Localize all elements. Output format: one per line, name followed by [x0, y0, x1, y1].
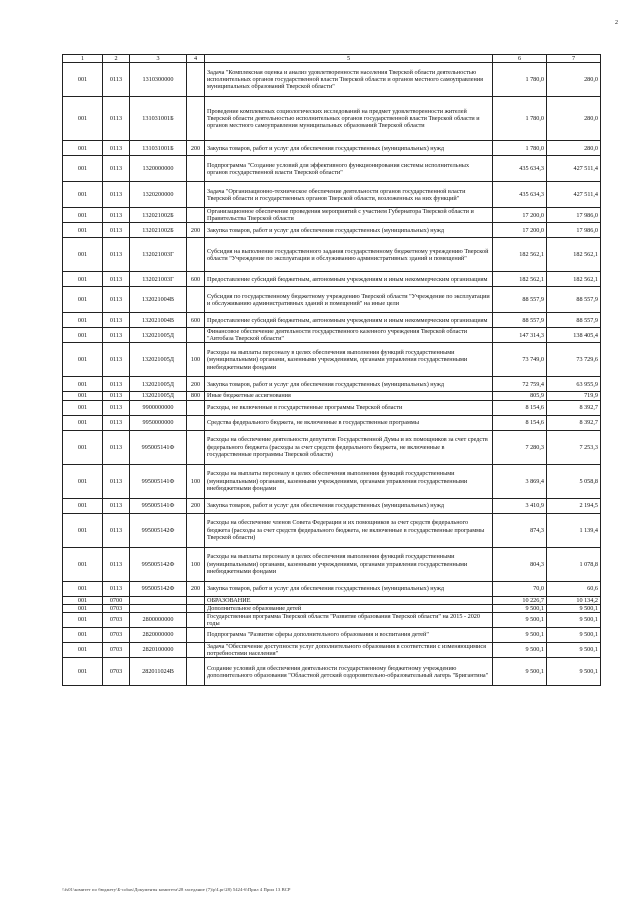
row-ministry-code: 001	[63, 612, 103, 627]
row-amount-year-2: 427 511,4	[547, 156, 601, 182]
row-amount-year-1: 10 226,7	[493, 596, 547, 604]
row-target-code: 132021005Д	[130, 392, 187, 400]
row-target-code: 131031001Б	[130, 97, 187, 141]
row-section-code: 0703	[103, 604, 130, 612]
row-section-code: 0113	[103, 313, 130, 328]
row-expense-type	[187, 63, 205, 97]
row-amount-year-2: 280,0	[547, 141, 601, 156]
row-ministry-code: 001	[63, 377, 103, 392]
row-description: Субсидия по государственному бюджетному учреждению Тверской области "Учреждение по эксплуатации и обслуживанию административных зданий и помещений" на иные цели	[205, 287, 493, 313]
table-row	[63, 400, 601, 415]
row-description: Расходы, не включенные в государственные программы Тверской области	[205, 400, 493, 415]
row-section-code: 0113	[103, 415, 130, 430]
col-header-1: 1	[63, 55, 103, 63]
table-row	[63, 328, 601, 343]
row-amount-year-2: 182 562,1	[547, 272, 601, 287]
row-amount-year-2: 88 557,9	[547, 287, 601, 313]
row-amount-year-2: 9 500,1	[547, 604, 601, 612]
row-amount-year-2: 182 562,1	[547, 238, 601, 272]
row-expense-type: 100	[187, 343, 205, 377]
row-section-code: 0113	[103, 272, 130, 287]
row-description: Закупка товаров, работ и услуг для обеспечения государственных (муниципальных) нужд	[205, 377, 493, 392]
row-amount-year-2: 63 955,9	[547, 377, 601, 392]
row-target-code: 995005141Ф	[130, 430, 187, 464]
col-header-2: 2	[103, 55, 130, 63]
row-ministry-code: 001	[63, 581, 103, 596]
col-header-4: 4	[187, 55, 205, 63]
row-target-code: 132021005Д	[130, 343, 187, 377]
table-row	[63, 343, 601, 377]
row-amount-year-2: 60,6	[547, 581, 601, 596]
table-row	[63, 627, 601, 642]
row-section-code: 0113	[103, 141, 130, 156]
row-section-code: 0113	[103, 287, 130, 313]
row-target-code	[130, 596, 187, 604]
row-ministry-code: 001	[63, 392, 103, 400]
row-section-code: 0113	[103, 377, 130, 392]
row-description: Расходы на выплаты персоналу в целях обеспечения выполнения функций государственными (муниципальными) органами, казенными учреждениями, органами управления государственными внебюджетными фондами	[205, 547, 493, 581]
table-row	[63, 223, 601, 238]
row-expense-type	[187, 430, 205, 464]
row-description: Государственная программа Тверской области "Развитие образования Тверской области" на 2015 - 2020 годы	[205, 612, 493, 627]
row-section-code: 0113	[103, 63, 130, 97]
row-amount-year-1: 435 634,3	[493, 156, 547, 182]
row-amount-year-2: 9 500,1	[547, 627, 601, 642]
row-expense-type: 600	[187, 313, 205, 328]
row-amount-year-1: 3 869,4	[493, 464, 547, 498]
row-amount-year-1: 3 410,9	[493, 498, 547, 513]
row-amount-year-1: 8 154,6	[493, 415, 547, 430]
page-number: 2	[615, 20, 618, 26]
col-header-3: 3	[130, 55, 187, 63]
table-row	[63, 596, 601, 604]
table-row	[63, 415, 601, 430]
row-section-code: 0113	[103, 581, 130, 596]
table-row	[63, 513, 601, 547]
row-amount-year-2: 719,9	[547, 392, 601, 400]
row-target-code: 132021002Б	[130, 223, 187, 238]
row-section-code: 0113	[103, 223, 130, 238]
row-description: Предоставление субсидий бюджетным, автономным учреждениям и иным некоммерческим организациям	[205, 313, 493, 328]
row-ministry-code: 001	[63, 415, 103, 430]
row-ministry-code: 001	[63, 547, 103, 581]
row-section-code: 0113	[103, 328, 130, 343]
row-amount-year-2: 7 253,3	[547, 430, 601, 464]
row-expense-type: 200	[187, 581, 205, 596]
table-row	[63, 208, 601, 223]
row-target-code: 132021004В	[130, 313, 187, 328]
row-description: Организационное обеспечение проведения мероприятий с участием Губернатора Тверской области и Правительства Тверской области	[205, 208, 493, 223]
row-section-code: 0113	[103, 498, 130, 513]
row-description: Субсидия на выполнение государственного задания государственному бюджетному учреждению Тверской области "Учреждение по эксплуатации и обслуживанию административных зданий и помещений"	[205, 238, 493, 272]
row-expense-type	[187, 513, 205, 547]
row-amount-year-2: 88 557,9	[547, 313, 601, 328]
row-target-code: 132021005Д	[130, 328, 187, 343]
row-expense-type: 100	[187, 464, 205, 498]
row-amount-year-2: 9 500,1	[547, 612, 601, 627]
row-amount-year-1: 9 500,1	[493, 627, 547, 642]
row-ministry-code: 001	[63, 313, 103, 328]
row-target-code: 995005141Ф	[130, 464, 187, 498]
row-ministry-code: 001	[63, 156, 103, 182]
row-ministry-code: 001	[63, 272, 103, 287]
row-expense-type	[187, 604, 205, 612]
row-amount-year-1: 804,3	[493, 547, 547, 581]
row-target-code: 132021004В	[130, 287, 187, 313]
table-row	[63, 377, 601, 392]
row-amount-year-2: 9 500,1	[547, 642, 601, 657]
row-amount-year-2: 280,0	[547, 97, 601, 141]
row-amount-year-1: 88 557,9	[493, 287, 547, 313]
row-section-code: 0703	[103, 612, 130, 627]
row-description: Расходы на обеспечение членов Совета Федерации и их помощников за счет средств федерального бюджета (расходы за счет средств федерального бюджета, не включенные в государственные программы Тверской области)	[205, 513, 493, 547]
row-description: Задача "Обеспечение доступности услуг дополнительного образования в соответствии с изменяющимися потребностями населения"	[205, 642, 493, 657]
row-description: Создание условий для обеспечения деятельности государственному бюджетному учреждению дополнительного образования "Областной детский оздоровительно-образовательный лагерь "Бригантина"	[205, 658, 493, 686]
row-ministry-code: 001	[63, 223, 103, 238]
table-row	[63, 642, 601, 657]
row-amount-year-1: 874,3	[493, 513, 547, 547]
row-expense-type	[187, 627, 205, 642]
row-amount-year-2: 280,0	[547, 63, 601, 97]
row-target-code: 995005142Ф	[130, 581, 187, 596]
row-target-code: 9950000000	[130, 415, 187, 430]
col-header-7: 7	[547, 55, 601, 63]
row-expense-type	[187, 182, 205, 208]
row-description: Задача "Организационно-техническое обеспечение деятельности органов государственной власти Тверской области и государственных органов Тверской области, возложенных на них функций"	[205, 182, 493, 208]
table-row	[63, 63, 601, 97]
row-section-code: 0113	[103, 513, 130, 547]
row-section-code: 0113	[103, 392, 130, 400]
row-amount-year-1: 8 154,6	[493, 400, 547, 415]
table-row	[63, 313, 601, 328]
table-row	[63, 287, 601, 313]
row-section-code: 0703	[103, 658, 130, 686]
row-ministry-code: 001	[63, 464, 103, 498]
table-row	[63, 272, 601, 287]
row-amount-year-1: 9 500,1	[493, 612, 547, 627]
col-header-5: 5	[205, 55, 493, 63]
row-ministry-code: 001	[63, 642, 103, 657]
table-row	[63, 156, 601, 182]
row-amount-year-1: 1 780,0	[493, 141, 547, 156]
row-description: Дополнительное образование детей	[205, 604, 493, 612]
row-ministry-code: 001	[63, 627, 103, 642]
row-ministry-code: 001	[63, 513, 103, 547]
table-row	[63, 658, 601, 686]
row-section-code: 0113	[103, 182, 130, 208]
row-amount-year-2: 9 500,1	[547, 658, 601, 686]
row-target-code: 2820000000	[130, 627, 187, 642]
row-amount-year-2: 8 392,7	[547, 400, 601, 415]
row-amount-year-1: 435 634,3	[493, 182, 547, 208]
row-target-code: 1320200000	[130, 182, 187, 208]
table-row	[63, 238, 601, 272]
row-amount-year-1: 147 314,3	[493, 328, 547, 343]
table-row	[63, 581, 601, 596]
row-ministry-code: 001	[63, 498, 103, 513]
table-row	[63, 392, 601, 400]
row-amount-year-1: 7 280,3	[493, 430, 547, 464]
row-section-code: 0113	[103, 208, 130, 223]
table-row	[63, 498, 601, 513]
row-target-code: 132021003Г	[130, 272, 187, 287]
row-amount-year-2: 427 511,4	[547, 182, 601, 208]
row-section-code: 0113	[103, 547, 130, 581]
table-row	[63, 604, 601, 612]
row-description: Подпрограмма "Развитие сферы дополнительного образования и воспитания детей"	[205, 627, 493, 642]
row-amount-year-2: 1 078,8	[547, 547, 601, 581]
row-expense-type	[187, 658, 205, 686]
row-target-code: 282011024В	[130, 658, 187, 686]
col-header-6: 6	[493, 55, 547, 63]
row-amount-year-2: 8 392,7	[547, 415, 601, 430]
row-expense-type	[187, 612, 205, 627]
row-expense-type: 200	[187, 223, 205, 238]
row-description: Закупка товаров, работ и услуг для обеспечения государственных (муниципальных) нужд	[205, 223, 493, 238]
row-target-code: 995005142Ф	[130, 513, 187, 547]
row-description: Средства федерального бюджета, не включенные в государственные программы	[205, 415, 493, 430]
row-section-code: 0113	[103, 464, 130, 498]
row-section-code: 0113	[103, 400, 130, 415]
row-ministry-code: 001	[63, 208, 103, 223]
table-row	[63, 464, 601, 498]
row-section-code: 0703	[103, 627, 130, 642]
table-row	[63, 612, 601, 627]
row-target-code: 2820100000	[130, 642, 187, 657]
row-ministry-code: 001	[63, 328, 103, 343]
row-ministry-code: 001	[63, 287, 103, 313]
row-description: Расходы на выплаты персоналу в целях обеспечения выполнения функций государственными (муниципальными) органами, казенными учреждениями, органами управления государственными внебюджетными фондами	[205, 464, 493, 498]
row-amount-year-1: 1 780,0	[493, 63, 547, 97]
row-ministry-code: 001	[63, 182, 103, 208]
row-expense-type	[187, 415, 205, 430]
row-amount-year-1: 73 749,0	[493, 343, 547, 377]
table-row	[63, 547, 601, 581]
file-path-footer: \\fs01\комитет по бюджету\Б-cobas\Документы комитета\28 заседание (7)\p\Lpr\28) 5424-6\Прил 4 Прил 13 BCP	[62, 887, 291, 892]
row-expense-type: 800	[187, 392, 205, 400]
row-ministry-code: 001	[63, 97, 103, 141]
row-amount-year-2: 17 986,0	[547, 223, 601, 238]
row-section-code: 0703	[103, 642, 130, 657]
row-amount-year-1: 182 562,1	[493, 272, 547, 287]
row-description: Расходы на обеспечение деятельности депутатов Государственной Думы и их помощников за счет средств федерального бюджета (расходы за счет средств федерального бюджета, не включенные в государственные программы Тверской области)	[205, 430, 493, 464]
row-expense-type: 100	[187, 547, 205, 581]
row-description: Подпрограмма "Создание условий для эффективного функционирования системы исполнительных органов государственной власти Тверской области"	[205, 156, 493, 182]
row-ministry-code: 001	[63, 400, 103, 415]
row-ministry-code: 001	[63, 430, 103, 464]
row-amount-year-1: 88 557,9	[493, 313, 547, 328]
row-ministry-code: 001	[63, 658, 103, 686]
row-amount-year-2: 5 058,8	[547, 464, 601, 498]
row-description: Закупка товаров, работ и услуг для обеспечения государственных (муниципальных) нужд	[205, 581, 493, 596]
row-section-code: 0113	[103, 238, 130, 272]
row-target-code: 1320000000	[130, 156, 187, 182]
row-section-code: 0113	[103, 343, 130, 377]
row-target-code: 2800000000	[130, 612, 187, 627]
row-amount-year-1: 9 500,1	[493, 604, 547, 612]
row-section-code: 0113	[103, 430, 130, 464]
row-description: Финансовое обеспечение деятельности государственного казенного учреждения Тверской области "Автобаза Тверской области"	[205, 328, 493, 343]
row-description: Проведение комплексных социологических исследований на предмет удовлетворенности жителей Тверской области деятельностью исполнительных органов государственной власти Тверской области и органов местного самоуправления муниципальных образований Тверской области	[205, 97, 493, 141]
row-description: Задача "Комплексная оценка и анализ удовлетворенности населения Тверской области деятельностью исполнительных органов государственной власти Тверской области и органов местного самоуправления муниципальных образований Тверской области"	[205, 63, 493, 97]
row-target-code: 995005142Ф	[130, 547, 187, 581]
row-target-code	[130, 604, 187, 612]
row-expense-type: 200	[187, 498, 205, 513]
row-amount-year-1: 182 562,1	[493, 238, 547, 272]
row-ministry-code: 001	[63, 604, 103, 612]
row-expense-type: 200	[187, 141, 205, 156]
row-description: Предоставление субсидий бюджетным, автономным учреждениям и иным некоммерческим организациям	[205, 272, 493, 287]
row-expense-type	[187, 328, 205, 343]
row-amount-year-1: 17 200,0	[493, 208, 547, 223]
row-target-code: 9900000000	[130, 400, 187, 415]
row-expense-type	[187, 238, 205, 272]
row-ministry-code: 001	[63, 238, 103, 272]
row-amount-year-1: 1 780,0	[493, 97, 547, 141]
budget-table	[62, 54, 601, 686]
row-expense-type	[187, 400, 205, 415]
row-amount-year-2: 138 405,4	[547, 328, 601, 343]
row-amount-year-1: 9 500,1	[493, 658, 547, 686]
row-expense-type	[187, 156, 205, 182]
row-expense-type	[187, 287, 205, 313]
row-amount-year-1: 9 500,1	[493, 642, 547, 657]
row-amount-year-2: 1 139,4	[547, 513, 601, 547]
row-amount-year-2: 17 986,0	[547, 208, 601, 223]
row-expense-type: 200	[187, 377, 205, 392]
row-amount-year-1: 72 759,4	[493, 377, 547, 392]
row-amount-year-2: 10 134,2	[547, 596, 601, 604]
row-description: Закупка товаров, работ и услуг для обеспечения государственных (муниципальных) нужд	[205, 141, 493, 156]
row-description: Расходы на выплаты персоналу в целях обеспечения выполнения функций государственными (муниципальными) органами, казенными учреждениями, органами управления государственными внебюджетными фондами	[205, 343, 493, 377]
row-ministry-code: 001	[63, 343, 103, 377]
row-target-code: 1310300000	[130, 63, 187, 97]
row-section-code: 0113	[103, 156, 130, 182]
header-row	[63, 55, 601, 63]
row-description: ОБРАЗОВАНИЕ	[205, 596, 493, 604]
row-expense-type	[187, 642, 205, 657]
row-amount-year-1: 70,0	[493, 581, 547, 596]
row-expense-type	[187, 208, 205, 223]
row-section-code: 0700	[103, 596, 130, 604]
row-expense-type: 600	[187, 272, 205, 287]
row-ministry-code: 001	[63, 63, 103, 97]
row-expense-type	[187, 97, 205, 141]
row-target-code: 132021005Д	[130, 377, 187, 392]
table-row	[63, 141, 601, 156]
row-section-code: 0113	[103, 97, 130, 141]
row-amount-year-1: 17 200,0	[493, 223, 547, 238]
row-target-code: 132021003Г	[130, 238, 187, 272]
row-ministry-code: 001	[63, 141, 103, 156]
row-amount-year-2: 73 729,6	[547, 343, 601, 377]
row-amount-year-2: 2 194,5	[547, 498, 601, 513]
row-target-code: 131031001Б	[130, 141, 187, 156]
row-target-code: 132021002Б	[130, 208, 187, 223]
table-row	[63, 97, 601, 141]
row-target-code: 995005141Ф	[130, 498, 187, 513]
table-row	[63, 182, 601, 208]
row-description: Закупка товаров, работ и услуг для обеспечения государственных (муниципальных) нужд	[205, 498, 493, 513]
row-expense-type	[187, 596, 205, 604]
row-ministry-code: 001	[63, 596, 103, 604]
row-amount-year-1: 805,9	[493, 392, 547, 400]
row-description: Иные бюджетные ассигнования	[205, 392, 493, 400]
table-row	[63, 430, 601, 464]
